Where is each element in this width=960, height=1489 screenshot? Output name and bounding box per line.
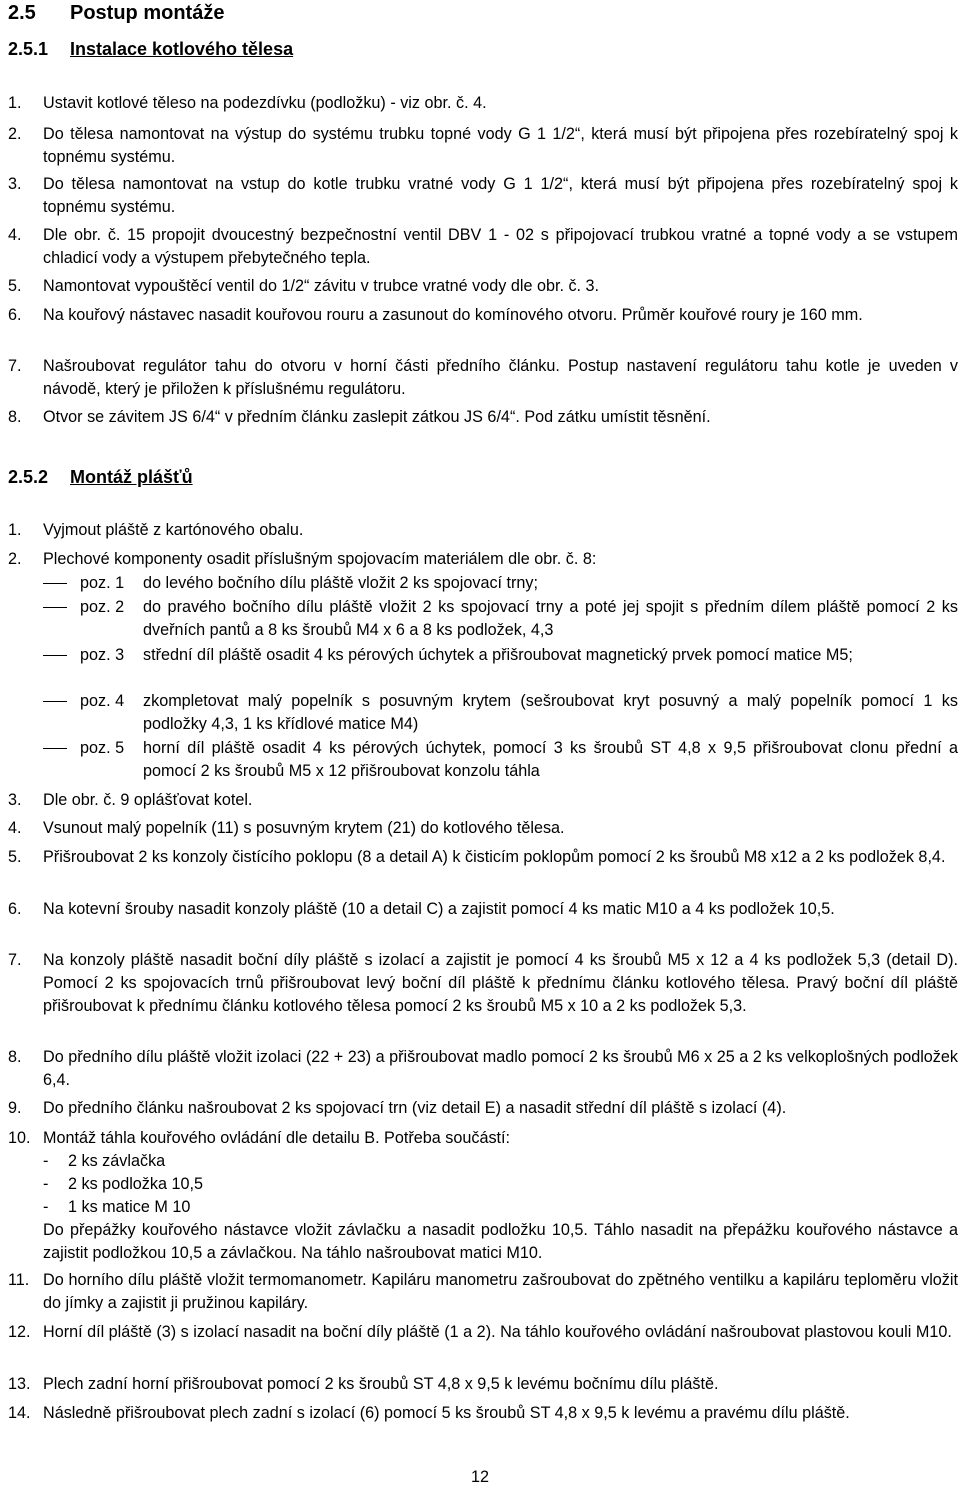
dash-icon bbox=[43, 701, 67, 702]
section-number: 2.5 bbox=[8, 2, 36, 24]
subsection-number: 2.5.2 bbox=[8, 467, 49, 487]
item-number: 2. bbox=[8, 550, 22, 568]
position-item bbox=[43, 737, 958, 783]
item-text: Našroubovat regulátor tahu do otvoru v horní části předního článku. Postup nastavení regulátoru tahu kotle je uveden v návodě, který je přiložen k příslušnému regulátoru. bbox=[43, 357, 958, 398]
list-item bbox=[8, 949, 958, 1018]
item-text: Na konzoly pláště nasadit boční díly pláště s izolací a zajistit je pomocí 4 ks šroubů M5 x 12 a 4 ks podložek 5,3 (detail D). Pomocí 2 ks spojovacích trnů přišroubovat levý boční díl pláště k přednímu článku kotlového tělesa. Pravý boční díl pláště přišroubovat k přednímu článku kotlového tělesa pomocí 2 ks šroubů M5 x 10 a 2 ks podložek 5,3. bbox=[43, 951, 958, 1015]
list-item bbox=[8, 355, 958, 401]
position-label: poz. 4 bbox=[80, 692, 125, 710]
item-number: 9. bbox=[8, 1099, 22, 1117]
position-label: poz. 1 bbox=[80, 574, 125, 592]
position-text: zkompletovat malý popelník s posuvným krytem (sešroubovat kryt posuvný a malý popelník pomocí 1 ks podložky 4,3, 1 ks křídlové matice M4) bbox=[143, 692, 958, 733]
dash-icon bbox=[43, 583, 67, 584]
position-label: poz. 5 bbox=[80, 739, 125, 757]
item-text: Do tělesa namontovat na výstup do systému trubku topné vody G 1 1/2“, která musí být připojena přes rozebíratelný spoj k topnému systému. bbox=[43, 125, 958, 166]
subsection-heading-2 bbox=[8, 466, 193, 488]
item-text: Na kotevní šrouby nasadit konzoly pláště (10 a detail C) a zajistit pomocí 4 ks matic M10 a 4 ks podložek 10,5. bbox=[43, 900, 835, 918]
list-item bbox=[8, 173, 958, 219]
list-item bbox=[8, 1402, 958, 1425]
list-item bbox=[8, 846, 958, 869]
section-heading bbox=[8, 1, 224, 25]
position-item bbox=[43, 644, 958, 667]
list-item bbox=[8, 92, 958, 115]
list-item bbox=[8, 304, 958, 327]
item-text: Přišroubovat 2 ks konzoly čistícího poklopu (8 a detail A) k čisticím poklopům pomocí 2 ks šroubů M8 x12 a 2 ks podložek 8,4. bbox=[43, 848, 946, 866]
item-intro: Montáž táhla kouřového ovládání dle detailu B. Potřeba součástí: bbox=[43, 1129, 511, 1147]
position-text: střední díl pláště osadit 4 ks pérových úchytek a přišroubovat magnetický prvek pomocí matice M5; bbox=[143, 646, 853, 664]
dash-icon bbox=[43, 748, 67, 749]
dash-icon bbox=[43, 607, 67, 608]
item-number: 10. bbox=[8, 1129, 31, 1147]
list-item bbox=[8, 519, 958, 542]
list-item bbox=[8, 224, 958, 270]
list-item bbox=[8, 1373, 958, 1396]
position-text: horní díl pláště osadit 4 ks pérových úchytek, pomocí 3 ks šroubů ST 4,8 x 9,5 přišroubovat clonu přední a pomocí 2 ks šroubů M5 x 12 přišroubovat konzolu táhla bbox=[143, 739, 958, 780]
item-text: Vsunout malý popelník (11) s posuvným krytem (21) do kotlového tělesa. bbox=[43, 819, 565, 837]
list-item bbox=[8, 275, 958, 298]
position-text: do pravého bočního dílu pláště vložit 2 ks spojovací trny a poté jej spojit s předním dílem pláště pomocí 2 ks dveřních pantů a 8 ks šroubů M4 x 6 a 8 ks podložek, 4,3 bbox=[143, 598, 958, 639]
position-label: poz. 2 bbox=[80, 598, 125, 616]
item-number: 7. bbox=[8, 357, 22, 375]
item-text: Do tělesa namontovat na vstup do kotle trubku vratné vody G 1 1/2“, která musí být připojena přes rozebíratelný spoj k topnému systému. bbox=[43, 175, 958, 216]
item-number: 6. bbox=[8, 900, 22, 918]
list-item bbox=[8, 406, 958, 429]
item-number: 8. bbox=[8, 408, 22, 426]
item-number: 4. bbox=[8, 819, 22, 837]
item-text: Plechové komponenty osadit příslušným spojovacím materiálem dle obr. č. 8: bbox=[43, 550, 597, 568]
position-item bbox=[43, 596, 958, 642]
item-number: 14. bbox=[8, 1404, 31, 1422]
item-text: Do horního dílu pláště vložit termomanometr. Kapiláru manometru zašroubovat do zpětného ventilku a kapiláru teploměru vložit do jímky a zajistit ji pružinou kapiláry. bbox=[43, 1271, 958, 1312]
item-text: Dle obr. č. 15 propojit dvoucestný bezpečnostní ventil DBV 1 - 02 s připojovací trubkou vratné a topné vody a se vstupem chladicí vody a výstupem přebytečného tepla. bbox=[43, 226, 958, 267]
item-number: 6. bbox=[8, 306, 22, 324]
item-text: Do předního článku našroubovat 2 ks spojovací trn (viz detail E) a nasadit střední díl pláště s izolací (4). bbox=[43, 1099, 787, 1117]
item-text: Dle obr. č. 9 oplášťovat kotel. bbox=[43, 791, 253, 809]
list-item bbox=[8, 898, 958, 921]
item-text: Namontovat vypouštěcí ventil do 1/2“ závitu v trubce vratné vody dle obr. č. 3. bbox=[43, 277, 600, 295]
item-text: Následně přišroubovat plech zadní s izolací (6) pomocí 5 ks šroubů ST 4,8 x 9,5 k levému a pravému dílu pláště. bbox=[43, 1404, 850, 1422]
item-number: 8. bbox=[8, 1048, 22, 1066]
subsection-title: Instalace kotlového tělesa bbox=[70, 39, 294, 59]
list-item bbox=[8, 1097, 958, 1120]
item-number: 5. bbox=[8, 277, 22, 295]
item-number: 3. bbox=[8, 175, 22, 193]
item-number: 7. bbox=[8, 951, 22, 969]
item-number: 11. bbox=[8, 1271, 30, 1289]
item-text: Ustavit kotlové těleso na podezdívku (podložku) - viz obr. č. 4. bbox=[43, 94, 487, 112]
item-text: Horní díl pláště (3) s izolací nasadit na boční díly pláště (1 a 2). Na táhlo kouřového ovládání našroubovat plastovou kouli M10. bbox=[43, 1323, 952, 1341]
item-number: 5. bbox=[8, 848, 22, 866]
position-item bbox=[43, 690, 958, 736]
part-row: - 1 ks matice M 10 bbox=[43, 1198, 191, 1216]
list-item bbox=[8, 1046, 958, 1092]
list-item bbox=[8, 548, 958, 571]
page-number: 12 bbox=[470, 1468, 489, 1486]
item-text: Do předního dílu pláště vložit izolaci (22 + 23) a přišroubovat madlo pomocí 2 ks šroubů M6 x 25 a 2 ks velkoplošných podložek 6,4. bbox=[43, 1048, 958, 1089]
item-number: 3. bbox=[8, 791, 22, 809]
list-item bbox=[8, 817, 958, 840]
part-row: - 2 ks podložka 10,5 bbox=[43, 1175, 203, 1193]
part-row: - 2 ks závlačka bbox=[43, 1152, 166, 1170]
item-text: Otvor se závitem JS 6/4“ v předním článku zaslepit zátkou JS 6/4“. Pod zátku umístit těsnění. bbox=[43, 408, 711, 426]
item-text: Plech zadní horní přišroubovat pomocí 2 ks šroubů ST 4,8 x 9,5 k levému bočnímu dílu pláště. bbox=[43, 1375, 719, 1393]
item-outro: Do přepážky kouřového nástavce vložit závlačku a nasadit podložku 10,5. Táhlo nasadit na přepážku kouřového nástavce a zajistit podložkou 10,5 a závlačkou. Na táhlo našroubovat matici M10. bbox=[43, 1221, 958, 1262]
list-item-10 bbox=[8, 1127, 958, 1265]
item-text: Vyjmout pláště z kartónového obalu. bbox=[43, 521, 304, 539]
position-label: poz. 3 bbox=[80, 646, 125, 664]
item-number: 13. bbox=[8, 1375, 31, 1393]
item-text: Na kouřový nástavec nasadit kouřovou rouru a zasunout do komínového otvoru. Průměr kouřové roury je 160 mm. bbox=[43, 306, 863, 324]
position-text: do levého bočního dílu pláště vložit 2 ks spojovací trny; bbox=[143, 574, 539, 592]
dash-icon bbox=[43, 655, 67, 656]
item-number: 12. bbox=[8, 1323, 31, 1341]
item-number: 1. bbox=[8, 521, 22, 539]
subsection-number: 2.5.1 bbox=[8, 39, 49, 59]
item-number: 1. bbox=[8, 94, 22, 112]
list-item bbox=[8, 789, 958, 812]
item-number: 4. bbox=[8, 226, 22, 244]
list-item bbox=[8, 123, 958, 169]
subsection-title: Montáž plášťů bbox=[70, 467, 193, 487]
subsection-heading-1 bbox=[8, 38, 293, 60]
position-item bbox=[43, 572, 958, 595]
item-number: 2. bbox=[8, 125, 22, 143]
section-title: Postup montáže bbox=[70, 2, 225, 24]
list-item bbox=[8, 1321, 958, 1344]
list-item bbox=[8, 1269, 958, 1315]
